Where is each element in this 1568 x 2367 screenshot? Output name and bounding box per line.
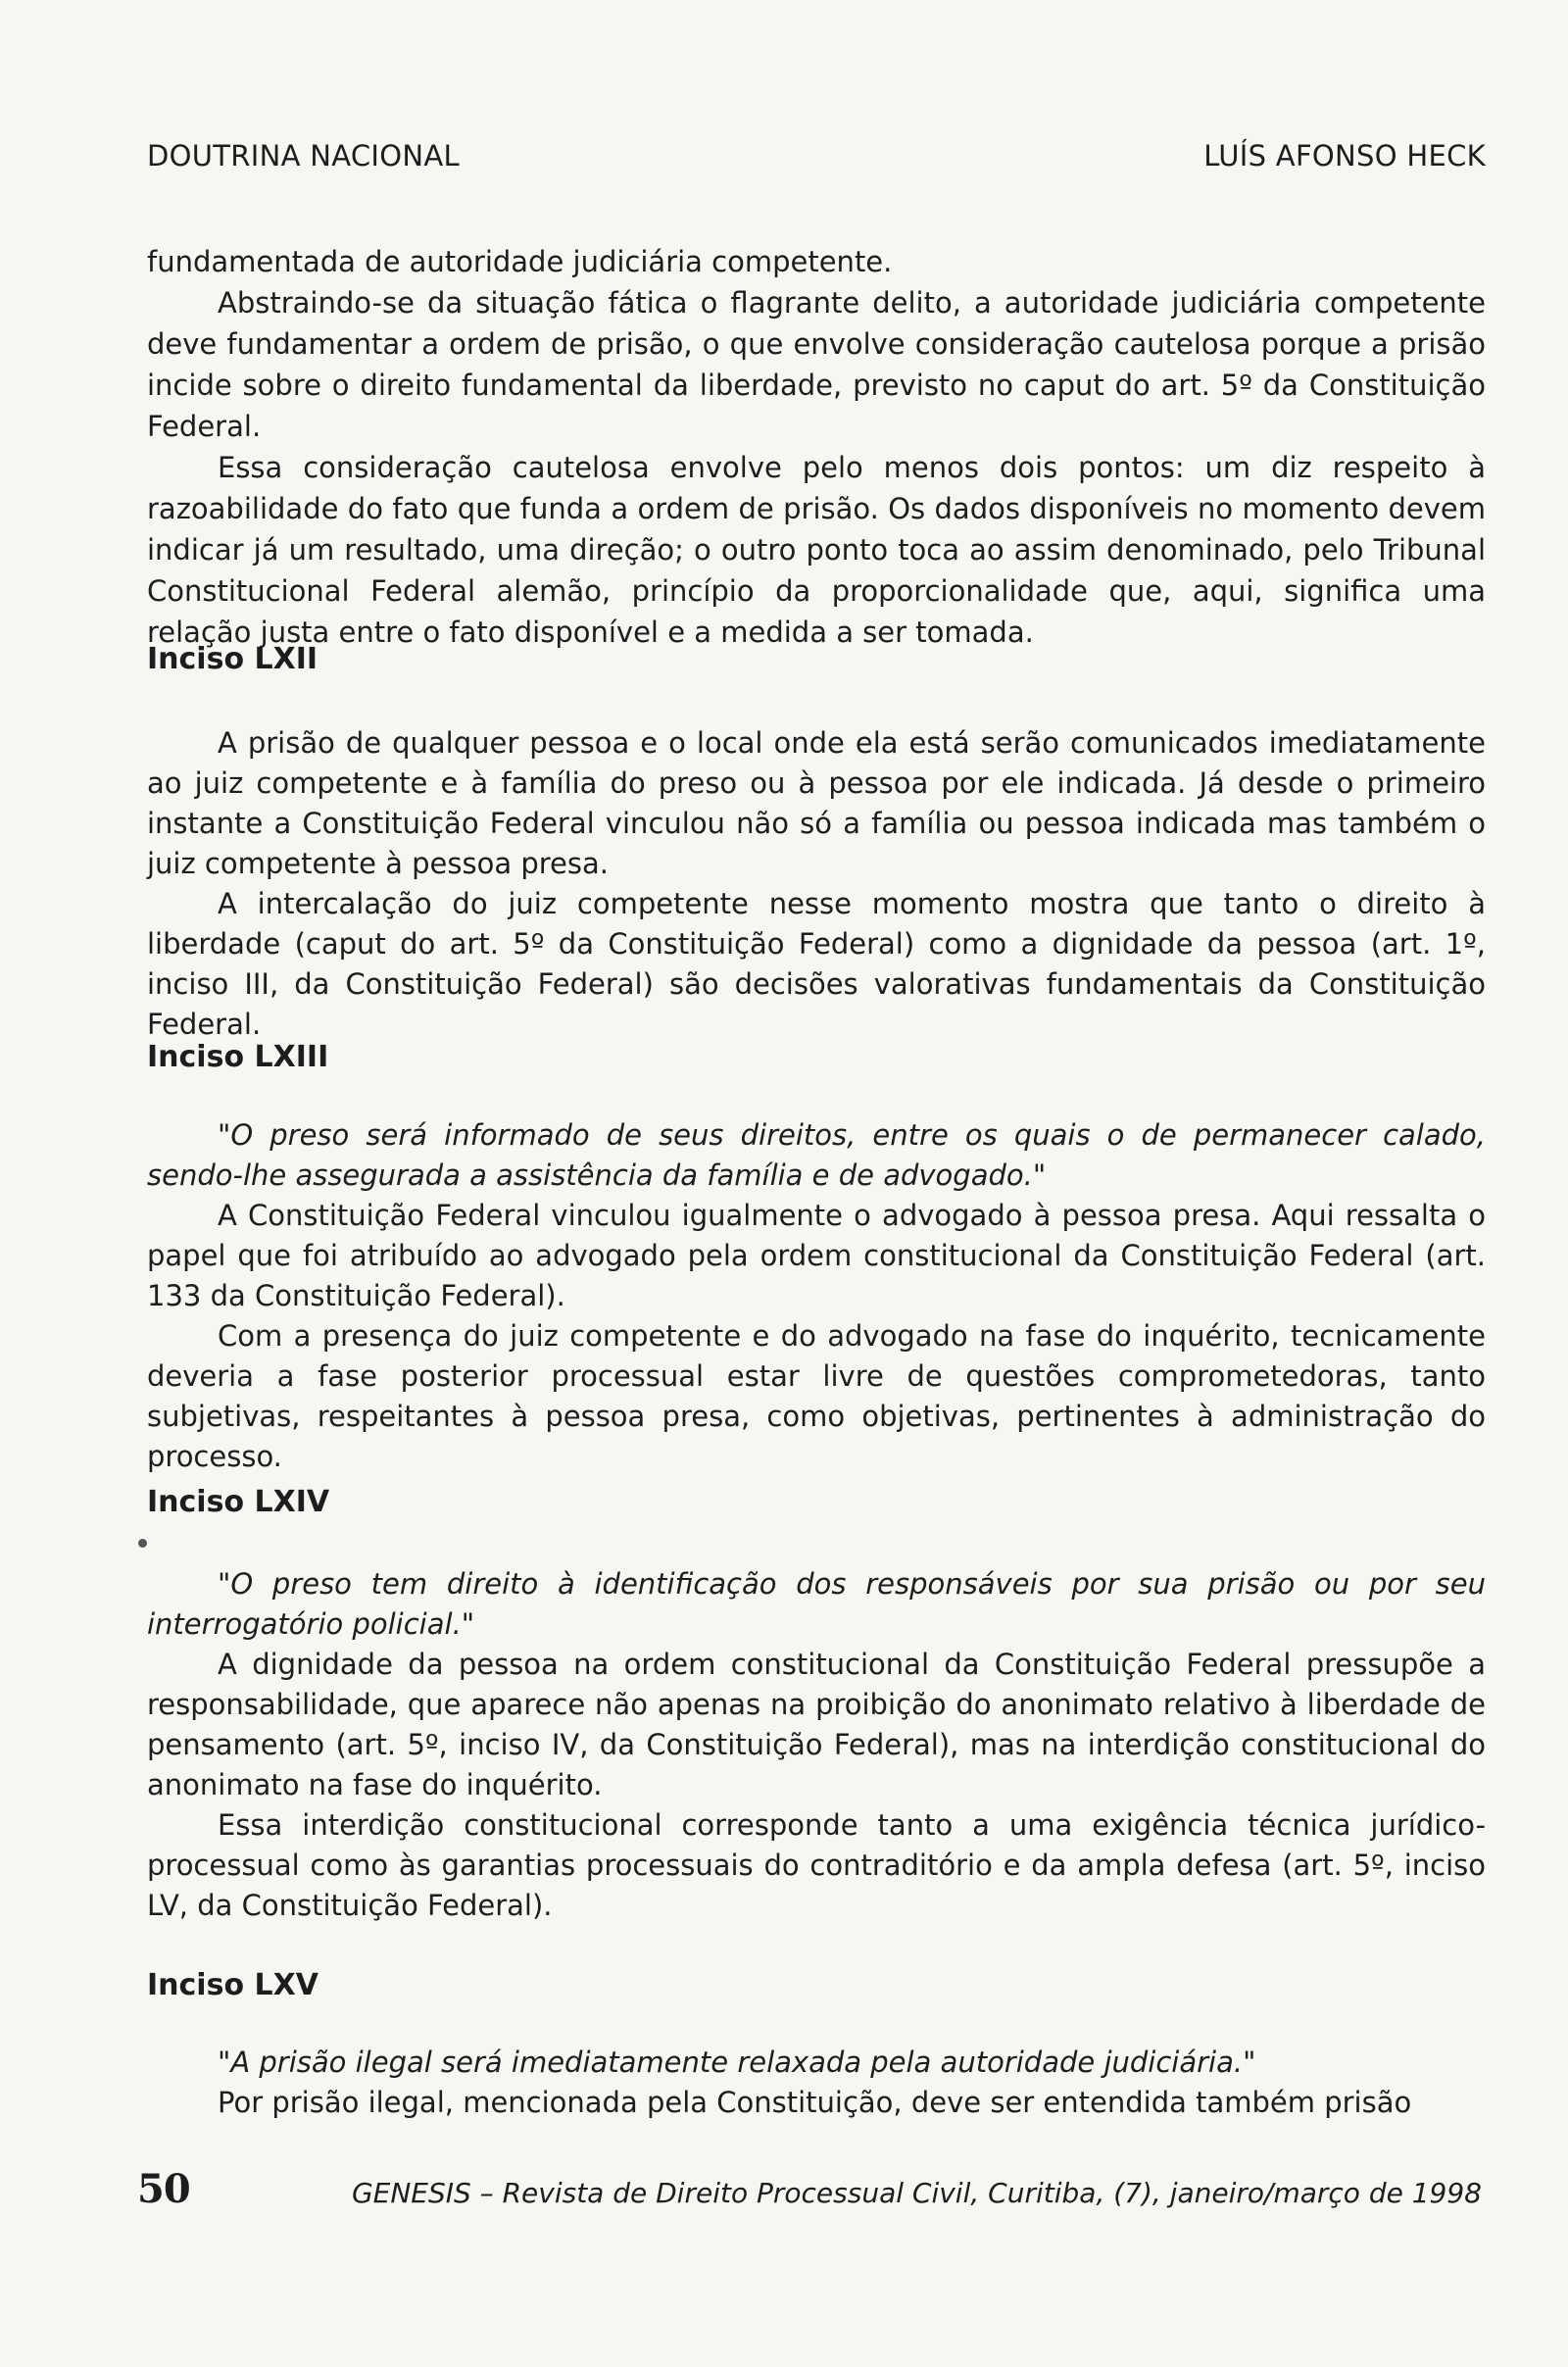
paragraph: A prisão de qualquer pessoa e o local onde ela está serão comunicados imediatamente ao juiz competente e à família do preso ou à pessoa por ele indicada. Já desde o primeiro instante a Constituição Federal vinculou não só a família ou pessoa indicada mas também o juiz competente à pessoa presa. <box>147 726 1486 880</box>
section-heading-lxv: Inciso LXV <box>147 1968 318 2002</box>
quote: "O preso tem direito à identificação dos responsáveis por sua prisão ou por seu interrogatório policial." <box>147 1567 1486 1641</box>
page-number: 50 <box>137 2166 190 2212</box>
section-label: DOUTRINA NACIONAL <box>147 139 460 173</box>
section-heading-lxiii: Inciso LXIII <box>147 1040 329 1074</box>
intro-text <box>147 241 1486 653</box>
paragraph: Essa interdição constitucional corresponde tanto a uma exigência técnica jurídico-processual como às garantias processuais do contraditório e da ampla defesa (art. 5º, inciso LV, da Constituição Federal). <box>147 1808 1486 1922</box>
page-footer <box>137 2166 1482 2212</box>
paragraph: Por prisão ilegal, mencionada pela Constituição, deve ser entendida também prisão <box>218 2086 1412 2119</box>
journal-citation: GENESIS – Revista de Direito Processual Civil, Curitiba, (7), janeiro/março de 1998 <box>351 2177 1482 2209</box>
paragraph: A intercalação do juiz competente nesse momento mostra que tanto o direito à liberdade (caput do art. 5º da Constituição Federal) como a dignidade da pessoa (art. 1º, inciso III, da Constituição Federal) são decisões valorativas fundamentais da Constituição Federal. <box>147 887 1486 1041</box>
section-lxiv <box>147 1564 1486 1926</box>
section-heading-lxiv: Inciso LXIV <box>147 1485 330 1519</box>
author-name: LUÍS AFONSO HECK <box>1203 139 1486 173</box>
section-heading-lxii: Inciso LXII <box>147 642 318 676</box>
paragraph: A Constituição Federal vinculou igualmente o advogado à pessoa presa. Aqui ressalta o papel que foi atribuído ao advogado pela ordem constitucional da Constituição Federal (art. 133 da Constituição Federal). <box>147 1199 1486 1312</box>
paragraph: A dignidade da pessoa na ordem constitucional da Constituição Federal pressupõe a responsabilidade, que aparece não apenas na proibição do anonimato relativo à liberdade de pensamento (art. 5º, inciso IV, da Constituição Federal), mas na interdição constitucional do anonimato na fase do inquérito. <box>147 1648 1486 1801</box>
quote: "O preso será informado de seus direitos, entre os quais o de permanecer calado, sendo-lhe assegurada a assistência da família e de advogado." <box>147 1118 1486 1192</box>
paragraph: Essa consideração cautelosa envolve pelo menos dois pontos: um diz respeito à razoabilidade do fato que funda a ordem de prisão. Os dados disponíveis no momento devem indicar já um resultado, uma direção; o outro ponto toca ao assim denominado, pelo Tribunal Constitucional Federal alemão, princípio da proporcionalidade que, aqui, significa uma relação justa entre o fato disponível e a medida a ser tomada. <box>147 451 1486 649</box>
paragraph: Abstraindo-se da situação fática o flagrante delito, a autoridade judiciária competente deve fundamentar a ordem de prisão, o que envolve consideração cautelosa porque a prisão incide sobre o direito fundamental da liberdade, previsto no caput do art. 5º da Constituição Federal. <box>147 286 1486 443</box>
running-header <box>147 139 1486 173</box>
section-lxv <box>147 2043 1486 2123</box>
paragraph: Com a presença do juiz competente e do advogado na fase do inquérito, tecnicamente deveria a fase posterior processual estar livre de questões comprometedoras, tanto subjetivas, respeitantes à pessoa presa, como objetivas, pertinentes à administração do processo. <box>147 1319 1486 1473</box>
section-lxii <box>147 723 1486 1045</box>
quote: "A prisão ilegal será imediatamente relaxada pela autoridade judiciária." <box>218 2046 1256 2079</box>
paragraph: fundamentada de autoridade judiciária competente. <box>147 245 893 278</box>
ink-spot <box>138 1539 147 1548</box>
section-lxiii <box>147 1115 1486 1477</box>
